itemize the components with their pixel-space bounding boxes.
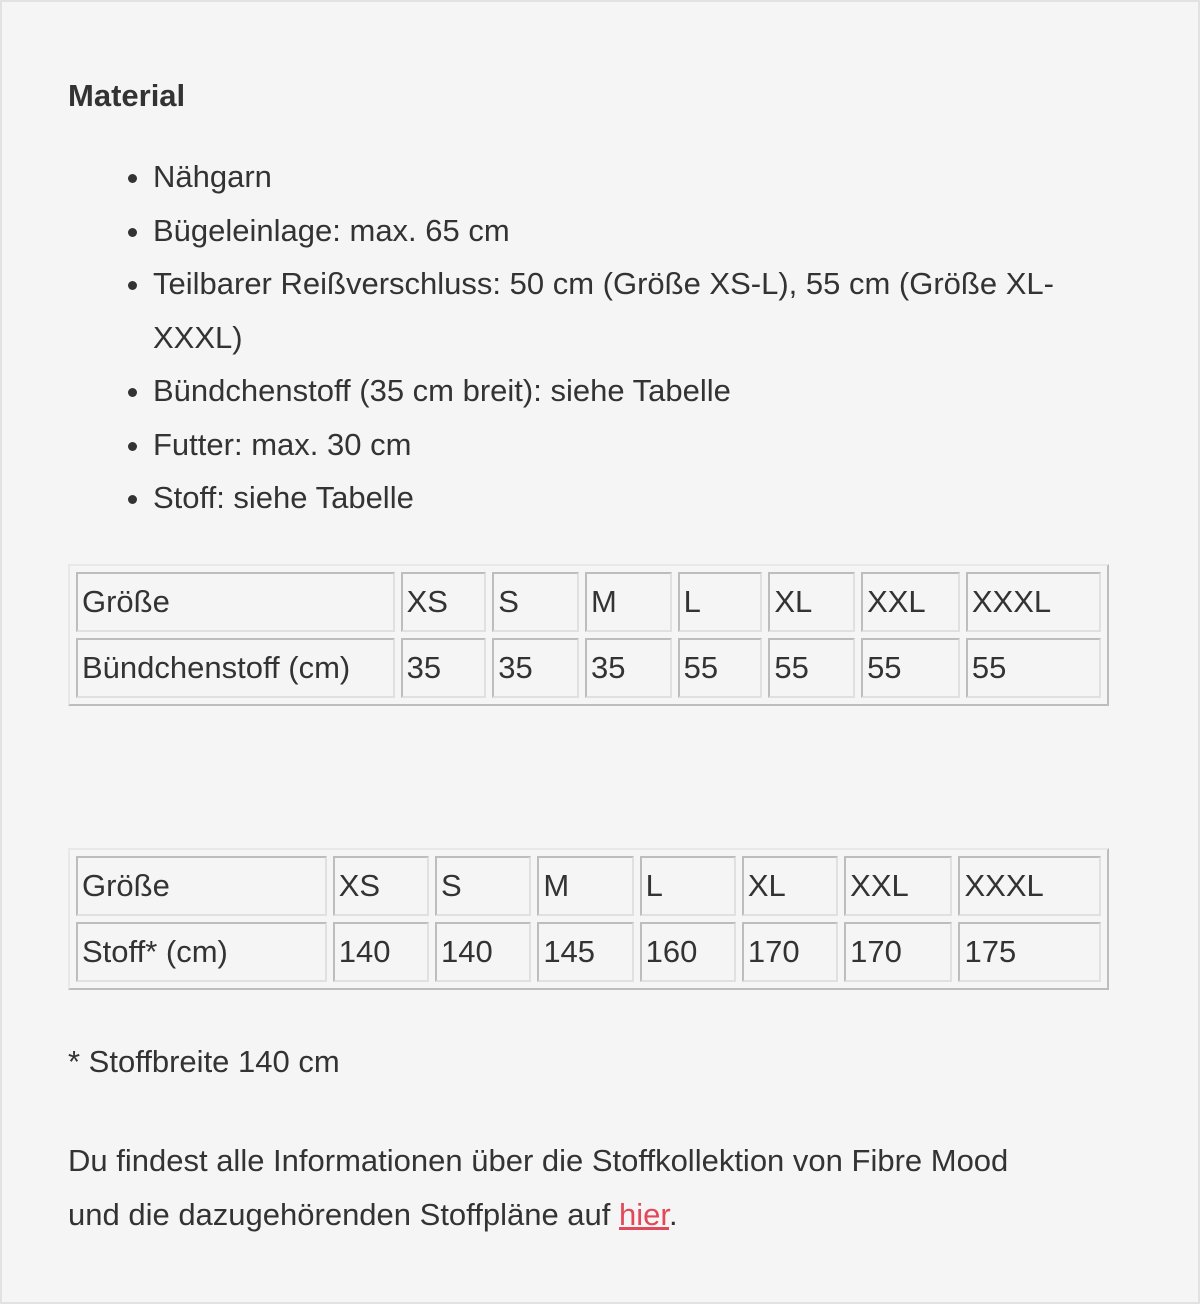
- info-paragraph: [68, 1134, 1068, 1242]
- table-cell: 170: [844, 922, 952, 982]
- table-cell: 145: [537, 922, 633, 982]
- table-cell: 55: [768, 638, 855, 698]
- table-row: [76, 638, 1101, 698]
- table-cell: S: [492, 572, 579, 632]
- table-cell: 175: [958, 922, 1101, 982]
- table-cell: XS: [401, 572, 487, 632]
- list-item: • Futter: max. 30 cm: [153, 418, 1138, 472]
- table-cell: 55: [966, 638, 1101, 698]
- table-cell: 55: [861, 638, 960, 698]
- table-cell: L: [640, 856, 736, 916]
- table-cell: M: [537, 856, 633, 916]
- table-cell: M: [585, 572, 672, 632]
- info-text: Du findest alle Informationen über die Stoffkollektion von Fibre Mood und die dazugehörenden Stoffpläne auf: [68, 1143, 1009, 1232]
- materials-list: [68, 150, 1138, 525]
- table-cell: 160: [640, 922, 736, 982]
- table-header-row: [76, 856, 1101, 916]
- table-row: [76, 922, 1101, 982]
- table-cell: XS: [333, 856, 429, 916]
- table-cell: XXXL: [958, 856, 1101, 916]
- table-cell: XL: [768, 572, 855, 632]
- list-item: • Nähgarn: [153, 150, 1138, 204]
- table-cell: 140: [333, 922, 429, 982]
- table-cell: L: [678, 572, 763, 632]
- list-item: • Teilbarer Reißverschluss: 50 cm (Größe XS-L), 55 cm (Größe XL-XXXL): [153, 257, 1138, 364]
- table-header-row: [76, 572, 1101, 632]
- list-item: • Bügeleinlage: max. 65 cm: [153, 204, 1138, 258]
- table-cell: 35: [585, 638, 672, 698]
- fabric-width-footnote: * Stoffbreite 140 cm: [68, 1044, 340, 1079]
- fabric-size-table: [68, 848, 1109, 990]
- table-cell: XXXL: [966, 572, 1101, 632]
- table-cell: XXL: [861, 572, 960, 632]
- table-cell: 35: [401, 638, 487, 698]
- list-item: • Stoff: siehe Tabelle: [153, 471, 1138, 525]
- info-suffix: .: [669, 1197, 678, 1232]
- list-item: • Bündchenstoff (35 cm breit): siehe Tabelle: [153, 364, 1138, 418]
- table-cell: S: [435, 856, 531, 916]
- material-section: [68, 72, 1138, 1232]
- section-heading: Material: [68, 78, 186, 113]
- table-cell: 140: [435, 922, 531, 982]
- table-cell: XXL: [844, 856, 952, 916]
- table-cell: 170: [742, 922, 838, 982]
- table-cell: Bündchenstoff (cm): [76, 638, 395, 698]
- fabric-collection-link[interactable]: hier: [619, 1197, 669, 1232]
- table-cell: 35: [492, 638, 579, 698]
- table-cell: Stoff* (cm): [76, 922, 327, 982]
- ribbing-size-table: [68, 564, 1109, 706]
- table-cell: 55: [678, 638, 763, 698]
- table-cell: XL: [742, 856, 838, 916]
- table-cell: Größe: [76, 572, 395, 632]
- table-cell: Größe: [76, 856, 327, 916]
